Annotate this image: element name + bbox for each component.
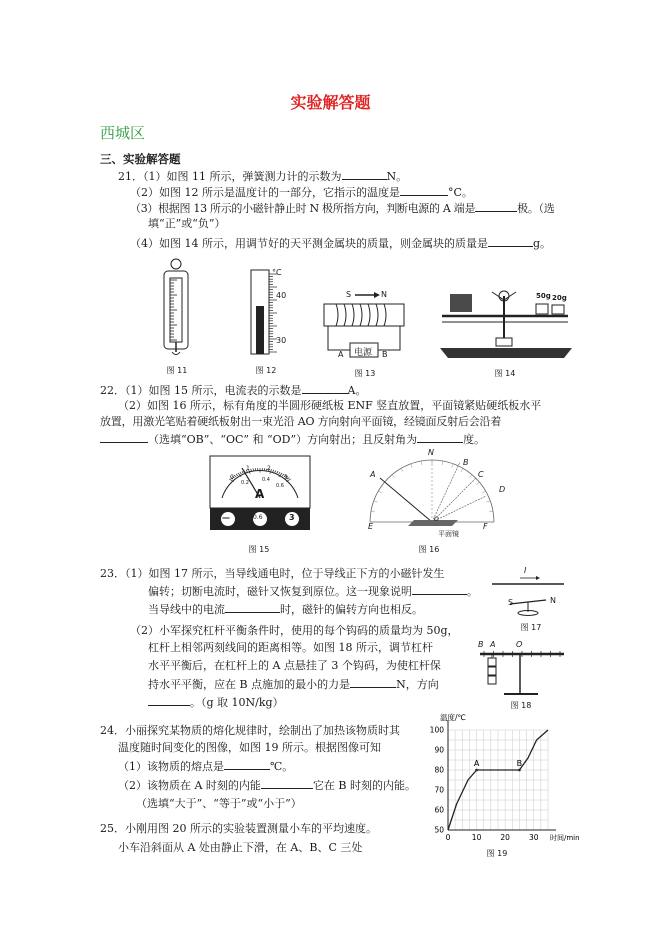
q22-line3: 放置，用激光笔贴着硬纸板射出一束光沿 AO 方向射向平面镜，经镜面反射后会沿着 [100,415,502,428]
figure-15-scale-04: 0.4 [262,477,270,483]
figure-12-tick-40: 40 [276,291,287,300]
figure-14-weight-20g: 20g [552,294,567,302]
mercury-column [256,306,264,354]
q24-line5: （选填“大于”、“等于”或“小于”） [136,797,302,810]
q25-line1: 25．小刚用图 20 所示的实验装置测量小车的平均速度。 [100,822,377,835]
figure-16-mirror-label: 平面镜 [438,530,459,538]
figure-16-label-C: C [478,470,484,479]
y-tick-label: 90 [434,745,444,755]
y-tick-label: 70 [434,785,444,795]
data-point [475,769,478,772]
q23-line4: （2）小军探究杠杆平衡条件时，使用的每个钩码的质量均为 50g， [130,624,459,637]
x-tick-label: 0 [445,833,451,842]
figure-13-label-S: S [346,290,352,299]
figure-11-spring-balance [158,258,194,358]
figure-16-reflection [362,448,502,536]
figure-18-label-A: A [490,640,496,649]
figure-15-scale-06: 0.6 [276,483,284,489]
figure-13-caption: 图 13 [354,369,376,378]
plane-mirror [408,520,458,526]
q23-line6: 水平平衡后，在杠杆上的 A 点悬挂了 3 个钩码，为使杠杆保 [148,659,441,672]
y-axis-label: 温度/℃ [440,713,466,722]
answer-blank[interactable] [400,185,448,196]
data-point [518,769,521,772]
figure-15-caption: 图 15 [248,545,270,554]
answer-blank[interactable] [148,695,190,706]
figure-18-label-B: B [478,640,484,649]
q23-line1: 23．（1）如图 17 所示，当导线通电时，位于导线正下方的小磁针发生 [100,567,445,580]
q23-line2: 偏转；切断电流时，磁针又恢复到原位。这一现象说明 。 [148,585,478,598]
q22-line1: 22．（1）如图 15 所示，电流表的示数是 A。 [100,384,367,397]
figure-15-scale-02: 0.2 [241,480,249,486]
figure-13-power-source: 电源 [354,348,373,358]
section-heading: 三、实验解答题 [100,152,181,166]
x-tick-label: 10 [471,833,482,842]
answer-blank[interactable] [475,201,517,212]
figure-15-scale-2: 2 [267,465,271,472]
answer-blank[interactable] [350,677,396,688]
q22-line4: （选填“OB”、“OC” 和 “OD”）方向射出；且反射角为 度。 [100,432,485,447]
answer-blank[interactable] [302,383,348,394]
figure-16-label-B: B [463,458,469,467]
q24-line4: （2）该物质在 A 时刻的内能 它在 B 时刻的内能。 [118,779,417,792]
figure-17-label-I: I [524,566,527,575]
answer-blank[interactable] [417,432,463,443]
figure-18-caption: 图 18 [510,701,532,710]
figure-18-lever [476,646,568,698]
figure-13-label-B: B [382,350,388,359]
figure-19-chart [418,708,588,858]
figure-15-scale-3: 3 [284,474,288,481]
figure-17-caption: 图 17 [520,623,542,632]
x-tick-label: 20 [500,833,510,842]
figure-15-terminal-06: 0.6 [253,514,263,521]
figure-15-unit-A: A [255,487,265,501]
figure-14-weight-50g: 50g [536,292,551,300]
figure-13-label-N: N [381,290,387,299]
balance-base [440,348,572,358]
figure-15-terminal-3: 3 [289,513,295,522]
q24-line1: 24．小丽探究某物质的熔化规律时，绘制出了加热该物质时其 [100,724,400,737]
page-title: 实验解答题 [290,93,371,112]
figure-15-scale-0: 0 [230,474,234,481]
q21-line1: 21．（1）如图 11 所示，弹簧测力计的示数为 N。 [118,170,408,183]
answer-blank[interactable] [342,169,387,180]
y-tick-label: 60 [434,805,444,815]
figure-17-label-N: N [550,596,556,605]
q23-line3: 当导线中的电流 时，磁针的偏转方向也相反。 [148,603,423,616]
answer-blank[interactable] [225,602,280,613]
figure-18-label-O: O [516,640,523,649]
q21-line2: （2）如图 12 所示是温度计的一部分，它指示的温度是 °C。 [130,186,473,199]
figure-15-scale-1: 1 [246,465,250,472]
figure-13-label-A: A [338,350,344,359]
y-tick-label: 50 [434,825,444,835]
q23-line7: 持水平平衡，应在 B 点施加的最小的力是 N，方向 [148,678,439,691]
figure-16-label-F: F [483,522,488,531]
figure-16-caption: 图 16 [418,545,440,554]
x-axis-label: 时间/min [550,834,580,842]
figure-15-terminal-minus: — [222,513,230,522]
figure-19-caption: 图 19 [486,849,508,858]
q24-line3: （1）该物质的熔点是 ℃。 [118,760,294,773]
figure-11-caption: 图 11 [166,366,188,375]
figure-16-label-N: N [428,448,434,457]
q23-line8: 。（g 取 10N/kg） [148,695,284,710]
q23-line5: 杠杆上相邻两刻线间的距离相等。如图 18 所示，调节杠杆 [148,641,433,654]
answer-blank[interactable] [261,778,313,789]
x-tick-label: 30 [528,833,539,842]
figure-12-caption: 图 12 [255,366,277,375]
y-tick-label: 100 [429,725,444,735]
q22-line2: （2）如图 16 所示，标有角度的半圆形硬纸板 ENF 竖直放置，平面镜紧贴硬纸板水平 [118,399,542,412]
figure-16-label-E: E [368,522,374,531]
answer-blank[interactable] [224,759,270,770]
figure-12-unit: °C [272,268,282,277]
q21-line4: 填“正”或“负”） [148,217,226,230]
figure-14-caption: 图 14 [494,369,516,378]
q24-line2: 温度随时间变化的图像，如图 19 所示。根据图像可知 [118,741,381,754]
metal-block [450,294,472,312]
figure-17-label-S: S [508,598,514,607]
annotation-label: B [516,759,523,768]
figure-16-label-A: A [370,470,376,479]
figure-16-label-O: O [434,516,439,523]
q25-line2: 小车沿斜面从 A 处由静止下滑，在 A、B、C 三处 [118,841,363,854]
q21-line5: （4）如图 14 所示，用调节好的天平测金属块的质量，则金属块的质量是 g。 [130,237,552,250]
y-tick-label: 80 [434,765,444,775]
district-heading: 西城区 [100,124,146,142]
figure-12-tick-30: 30 [276,336,287,345]
answer-blank[interactable] [100,432,148,443]
answer-blank[interactable] [412,584,467,595]
annotation-label: A [473,759,480,768]
q21-line3: （3）根据图 13 所示的小磁针静止时 N 极所指方向，判断电源的 A 端是 极。（选 [130,202,555,215]
figure-16-label-D: D [499,485,506,494]
answer-blank[interactable] [488,236,533,247]
